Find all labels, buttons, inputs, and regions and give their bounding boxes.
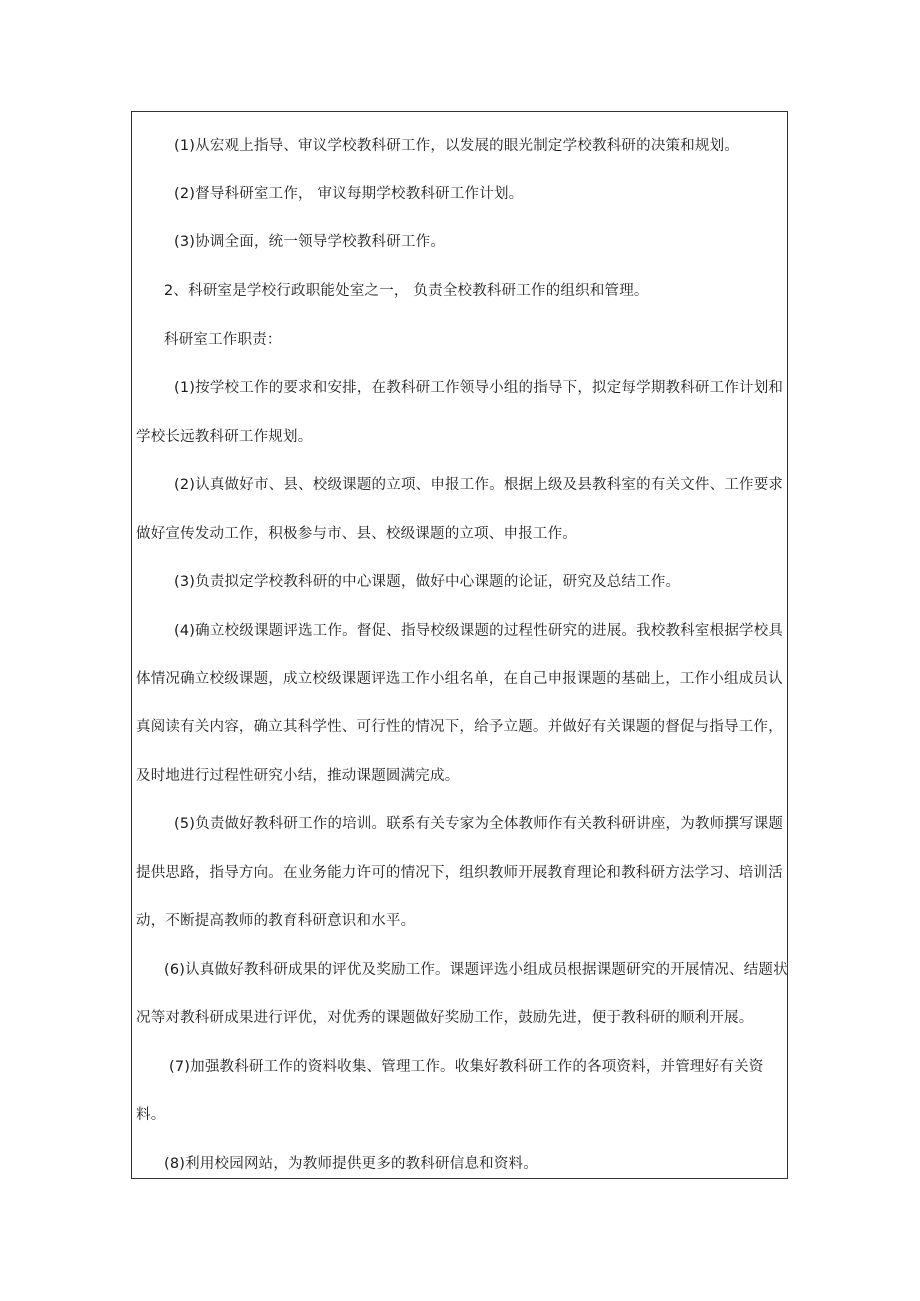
text-line: (2)督导科研室工作， 审议每期学校教科研工作计划。 [174,186,524,202]
text-line: 学校长远教科研工作规划。 [136,429,313,445]
text-line: (2)认真做好市、县、校级课题的立项、申报工作。根据上级及县教科室的有关文件、工作要求 [174,477,784,493]
document-frame [131,111,788,1179]
text-line: (1)按学校工作的要求和安排，在教科研工作领导小组的指导下，拟定每学期教科研工作计划和 [174,380,784,396]
text-line: 科研室工作职责： [164,332,282,348]
text-line: (3)负责拟定学校教科研的中心课题，做好中心课题的论证，研究及总结工作。 [174,574,681,590]
text-line: (4)确立校级课题评选工作。督促、指导校级课题的过程性研究的进展。我校教科室根据学校具 [174,623,784,639]
text-line: (8)利用校园网站，为教师提供更多的教科研信息和资料。 [164,1156,538,1172]
text-line: 料。 [136,1107,166,1123]
text-line: (3)协调全面，统一领导学校教科研工作。 [174,234,446,250]
text-line: (6)认真做好教科研成果的评优及奖励工作。课题评选小组成员根据课题研究的开展情况、结题状 [164,962,788,978]
text-line: 动，不断提高教师的教育科研意识和水平。 [136,913,416,929]
text-line: 做好宣传发动工作，积极参与市、县、校级课题的立项、申报工作。 [136,526,577,542]
text-line: 提供思路，指导方向。在业务能力许可的情况下，组织教师开展教育理论和教科研方法学习、培训活 [136,865,783,881]
text-line: 及时地进行过程性研究小结，推动课题圆满完成。 [136,768,460,784]
text-line: 2、科研室是学校行政职能处室之一， 负责全校教科研工作的组织和管理。 [164,283,649,299]
text-line: 况等对教科研成果进行评优，对优秀的课题做好奖励工作，鼓励先进，便于教科研的顺利开展。 [136,1010,754,1026]
text-line: (1)从宏观上指导、审议学校教科研工作，以发展的眼光制定学校教科研的决策和规划。 [174,138,740,154]
text-line: (5)负责做好教科研工作的培训。联系有关专家为全体教师作有关教科研讲座，为教师撰写课题 [174,816,784,832]
text-line: 真阅读有关内容，确立其科学性、可行性的情况下，给予立题。并做好有关课题的督促与指导工作， [136,719,783,735]
text-line: (7)加强教科研工作的资料收集、管理工作。收集好教科研工作的各项资料，并管理好有关资 [169,1059,764,1075]
text-line: 体情况确立校级课题，成立校级课题评选工作小组名单，在自己申报课题的基础上，工作小组成员认 [136,671,783,687]
